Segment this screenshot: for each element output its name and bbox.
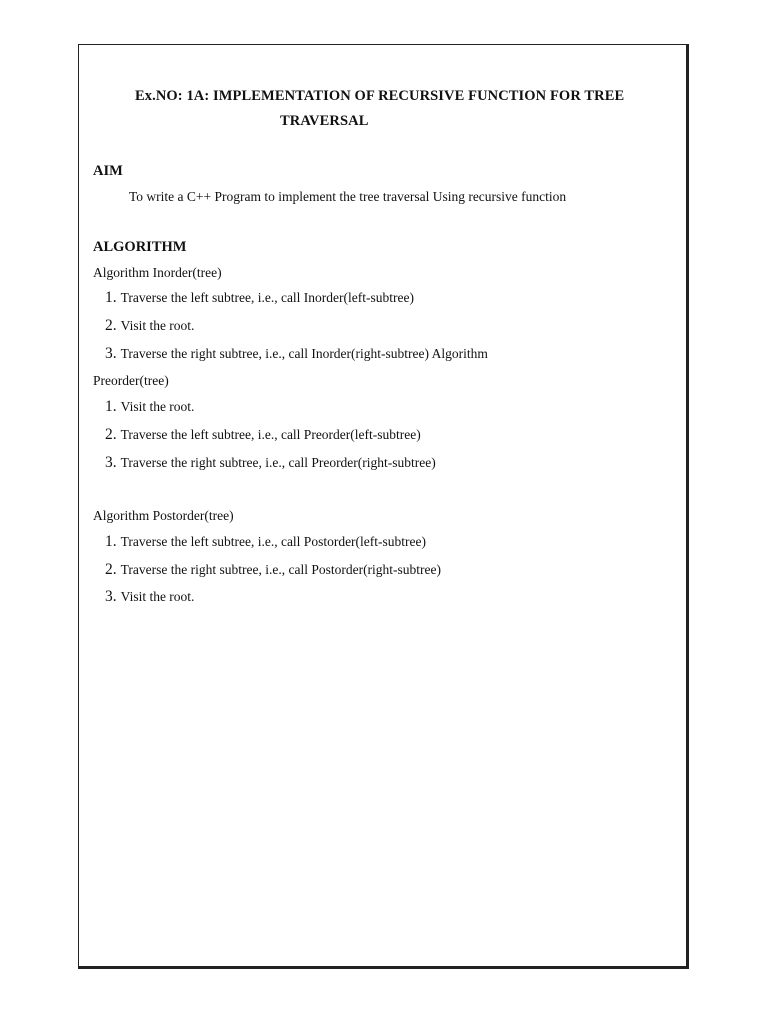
preorder-label: Preorder(tree) <box>93 373 169 388</box>
inorder-step-3 <box>105 345 488 363</box>
step-number: 3. <box>105 345 117 362</box>
step-number: 3. <box>105 454 117 471</box>
step-number: 3. <box>105 588 117 605</box>
postorder-step-1 <box>105 533 426 551</box>
step-number: 1. <box>105 289 117 306</box>
step-text: Traverse the right subtree, i.e., call Preorder(right-subtree) <box>120 455 436 470</box>
algorithm-heading: ALGORITHM <box>93 239 187 255</box>
step-number: 2. <box>105 317 117 334</box>
inorder-label: Algorithm Inorder(tree) <box>93 265 222 280</box>
preorder-step-3 <box>105 454 436 472</box>
page-border-shadow-bottom <box>78 967 689 969</box>
step-number: 2. <box>105 426 117 443</box>
page-border-shadow-right <box>687 44 689 969</box>
aim-heading: AIM <box>93 163 123 179</box>
preorder-step-1 <box>105 398 194 416</box>
document-title-line-1: Ex.NO: 1A: IMPLEMENTATION OF RECURSIVE FUNCTION FOR TREE <box>135 88 625 104</box>
step-text: Traverse the right subtree, i.e., call Postorder(right-subtree) <box>120 562 442 577</box>
inorder-step-2 <box>105 317 194 335</box>
inorder-step-1 <box>105 289 414 307</box>
step-text: Traverse the left subtree, i.e., call Postorder(left-subtree) <box>120 534 427 549</box>
step-number: 2. <box>105 561 117 578</box>
step-text: Traverse the left subtree, i.e., call Preorder(left-subtree) <box>120 427 421 442</box>
step-text: Traverse the right subtree, i.e., call Inorder(right-subtree) Algorithm <box>120 346 488 361</box>
step-number: 1. <box>105 533 117 550</box>
preorder-step-2 <box>105 426 421 444</box>
step-text: Visit the root. <box>120 589 195 604</box>
postorder-step-2 <box>105 561 441 579</box>
postorder-step-3 <box>105 588 194 606</box>
step-number: 1. <box>105 398 117 415</box>
step-text: Visit the root. <box>120 399 195 414</box>
page-border <box>78 44 687 967</box>
step-text: Traverse the left subtree, i.e., call Inorder(left-subtree) <box>120 290 414 305</box>
document-title-line-2: TRAVERSAL <box>280 113 369 129</box>
postorder-label: Algorithm Postorder(tree) <box>93 508 234 523</box>
aim-text: To write a C++ Program to implement the tree traversal Using recursive function <box>129 189 567 204</box>
step-text: Visit the root. <box>120 318 195 333</box>
